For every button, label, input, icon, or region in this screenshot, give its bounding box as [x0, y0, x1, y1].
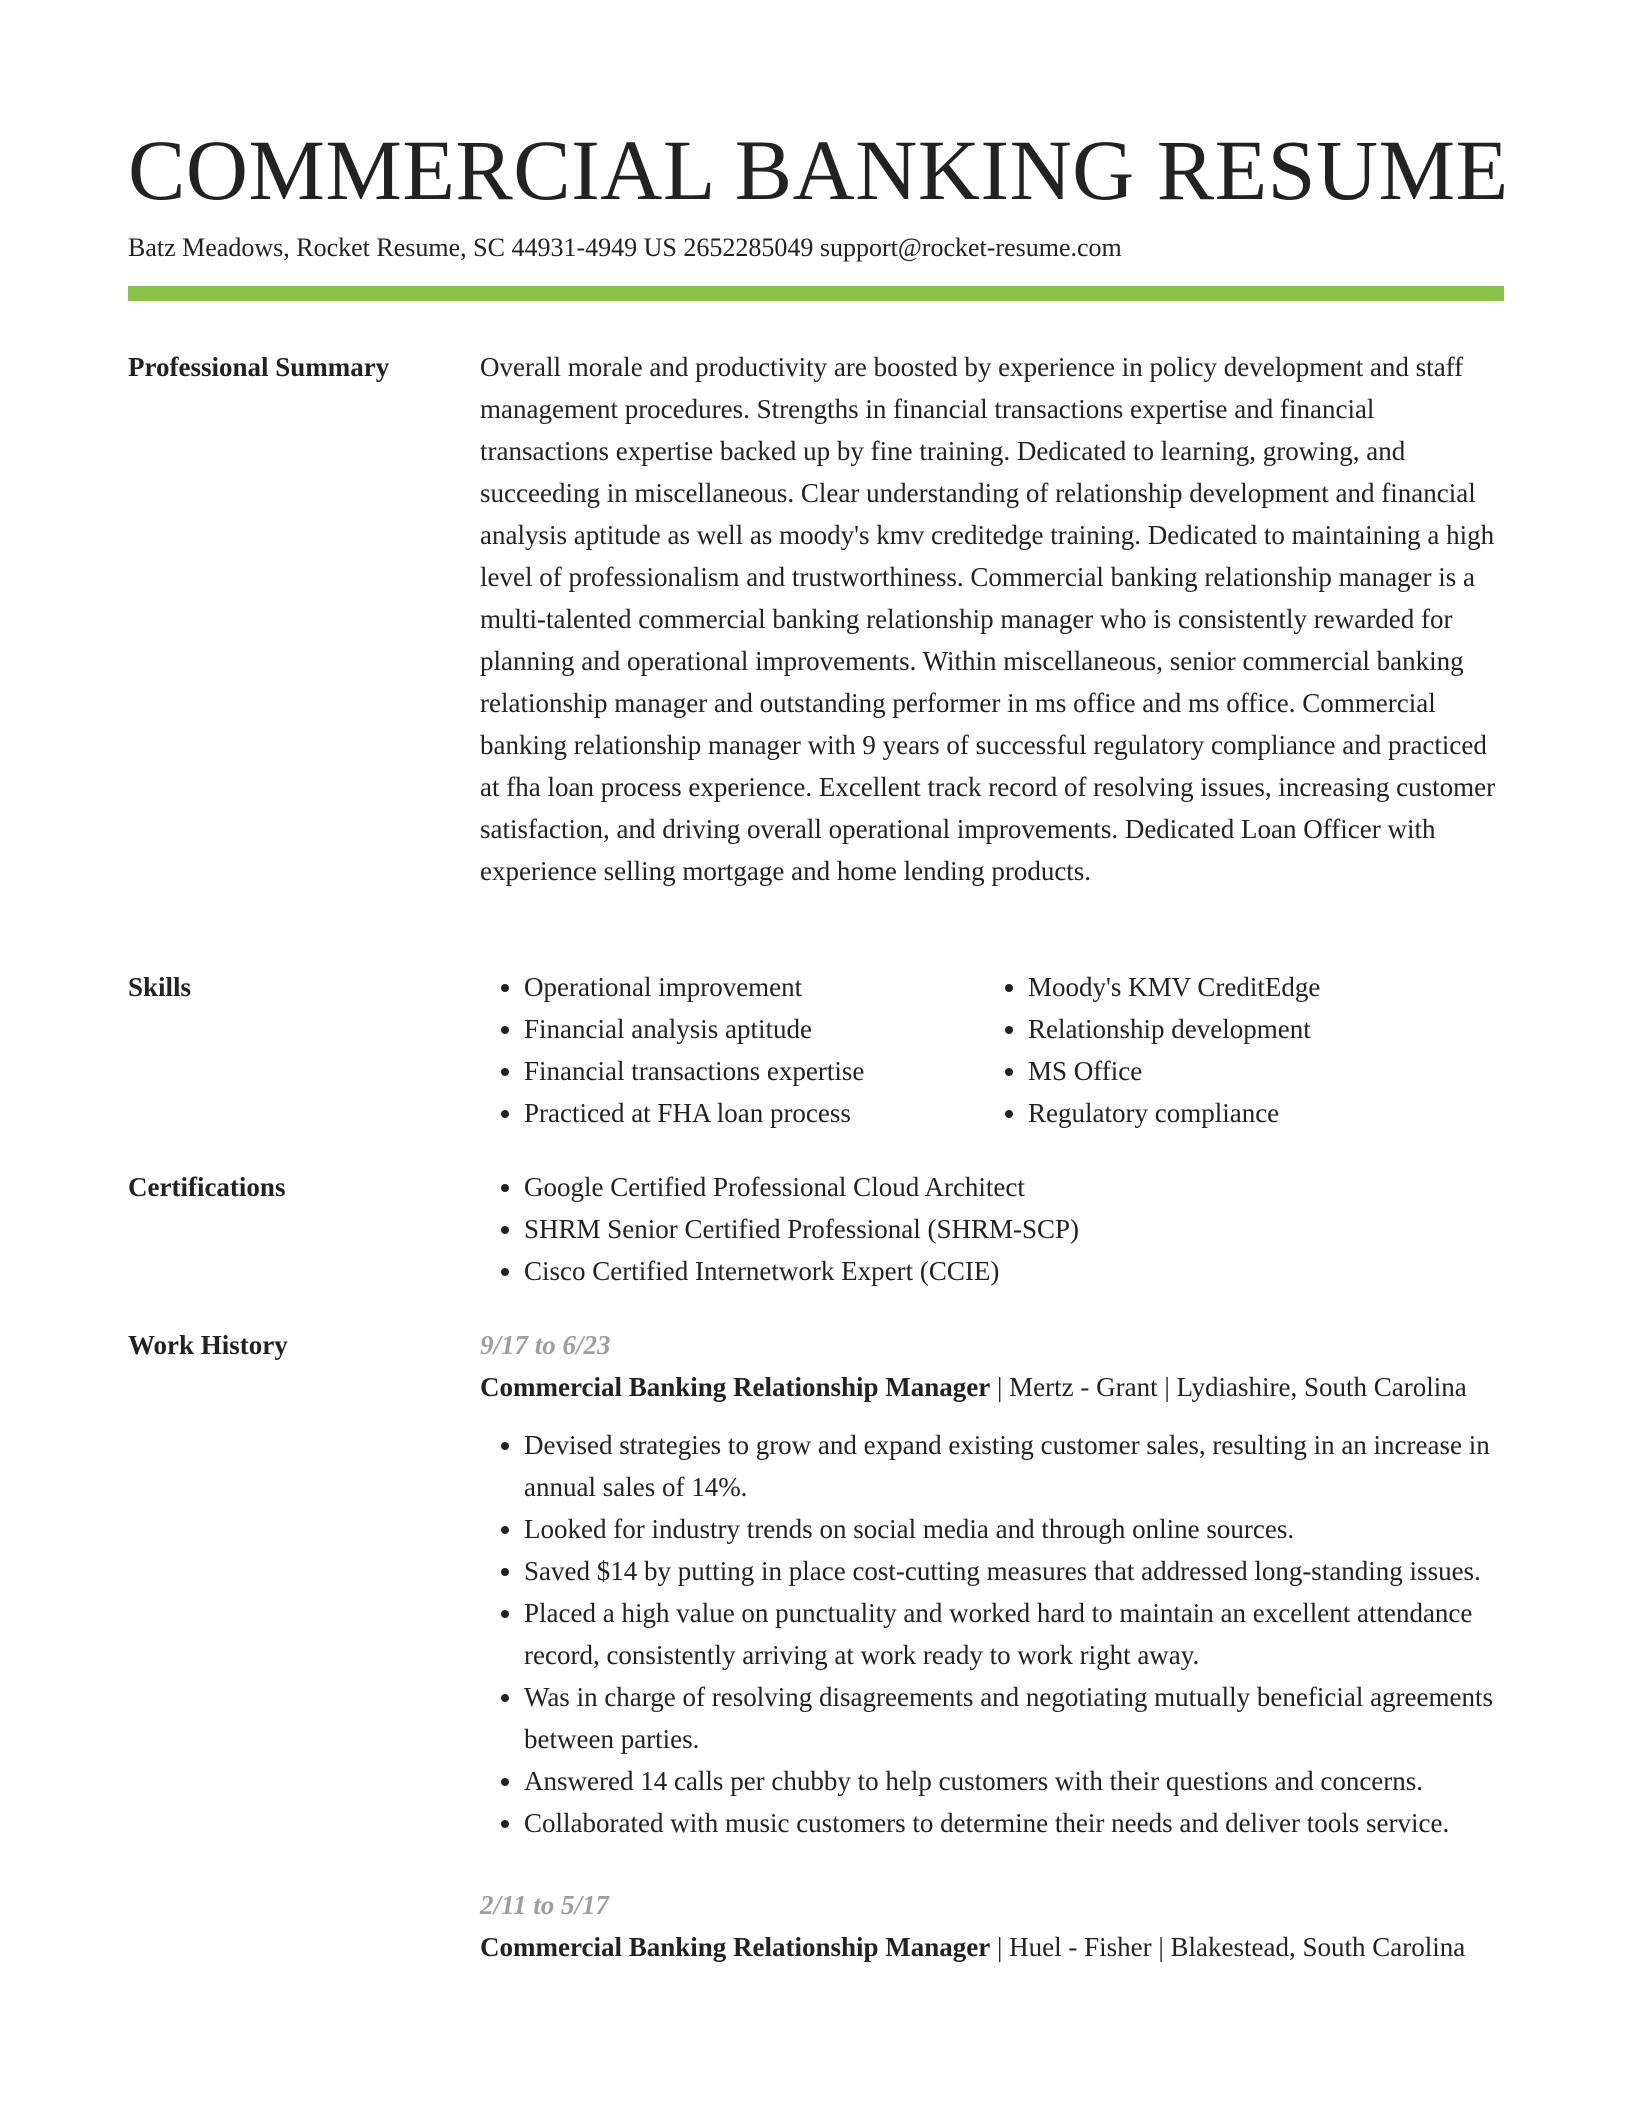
job-header [480, 1926, 1504, 1968]
job-header [480, 1366, 1504, 1408]
section-label-summary: Professional Summary [128, 352, 390, 382]
section-label-work-history: Work History [128, 1330, 288, 1360]
job-details: | Huel - Fisher | Blakestead, South Carolina [990, 1932, 1466, 1962]
skills-list-right [984, 966, 1508, 1134]
certification-item: • Cisco Certified Internetwork Expert (CCIE) [524, 1250, 1504, 1292]
resume-title: COMMERCIAL BANKING RESUME [128, 122, 1509, 218]
job-bullets [480, 1424, 1504, 1844]
contact-line: Batz Meadows, Rocket Resume, SC 44931-4949 US 2652285049 support@rocket-resume.com [128, 233, 1122, 262]
skill-item: • Regulatory compliance [1028, 1092, 1508, 1134]
job-bullet: • Looked for industry trends on social media and through online sources. [524, 1508, 1504, 1550]
job-title: Commercial Banking Relationship Manager [480, 1932, 991, 1962]
certifications-content [480, 1166, 1504, 1292]
job-bullet: • Was in charge of resolving disagreements and negotiating mutually beneficial agreements between parties. [524, 1676, 1504, 1760]
job-entry [480, 1324, 1504, 1844]
job-dates: 2/11 to 5/17 [480, 1890, 610, 1920]
job-dates: 9/17 to 6/23 [480, 1330, 611, 1360]
job-bullet: • Devised strategies to grow and expand existing customer sales, resulting in an increase in annual sales of 14%. [524, 1424, 1504, 1508]
job-bullet: • Collaborated with music customers to determine their needs and deliver tools service. [524, 1802, 1504, 1844]
section-label-skills: Skills [128, 972, 192, 1002]
skill-item: • Practiced at FHA loan process [524, 1092, 984, 1134]
skill-item: • MS Office [1028, 1050, 1508, 1092]
skill-item: • Financial analysis aptitude [524, 1008, 984, 1050]
section-label-certifications: Certifications [128, 1172, 286, 1202]
skill-item: • Financial transactions expertise [524, 1050, 984, 1092]
job-entry [480, 1884, 1504, 1968]
job-bullet: • Answered 14 calls per chubby to help customers with their questions and concerns. [524, 1760, 1504, 1802]
certification-item: • SHRM Senior Certified Professional (SHRM-SCP) [524, 1208, 1504, 1250]
skills-content [480, 966, 1504, 1134]
skill-item: • Operational improvement [524, 966, 984, 1008]
job-bullet: • Saved $14 by putting in place cost-cutting measures that addressed long-standing issues. [524, 1550, 1504, 1592]
certifications-list [480, 1166, 1504, 1292]
skills-list-left [480, 966, 984, 1134]
summary-text: Overall morale and productivity are boosted by experience in policy development and staff management procedures. Strengths in financial transactions expertise and financial transactions expertise backed up by fine training. Dedicated to learning, growing, and succeeding in miscellaneous. Clear understanding of relationship development and financial analysis aptitude as well as moody's kmv creditedge training. Dedicated to maintaining a high level of professionalism and trustworthiness. Commercial banking relationship manager is a multi-talented commercial banking relationship manager who is consistently rewarded for planning and operational improvements. Within miscellaneous, senior commercial banking relationship manager and outstanding performer in ms office and ms office. Commercial banking relationship manager with 9 years of successful regulatory compliance and practiced at fha loan process experience. Excellent track record of resolving issues, increasing customer satisfaction, and driving overall operational improvements. Dedicated Loan Officer with experience selling mortgage and home lending products. [480, 352, 1496, 886]
job-title: Commercial Banking Relationship Manager [480, 1372, 991, 1402]
skill-item: • Moody's KMV CreditEdge [1028, 966, 1508, 1008]
skill-item: • Relationship development [1028, 1008, 1508, 1050]
header-divider [128, 286, 1504, 301]
certification-item: • Google Certified Professional Cloud Architect [524, 1166, 1504, 1208]
job-bullet: • Placed a high value on punctuality and worked hard to maintain an excellent attendance record, consistently arriving at work ready to work right away. [524, 1592, 1504, 1676]
work-history-content [480, 1324, 1504, 2008]
job-details: | Mertz - Grant | Lydiashire, South Carolina [990, 1372, 1467, 1402]
summary-content [480, 346, 1504, 892]
